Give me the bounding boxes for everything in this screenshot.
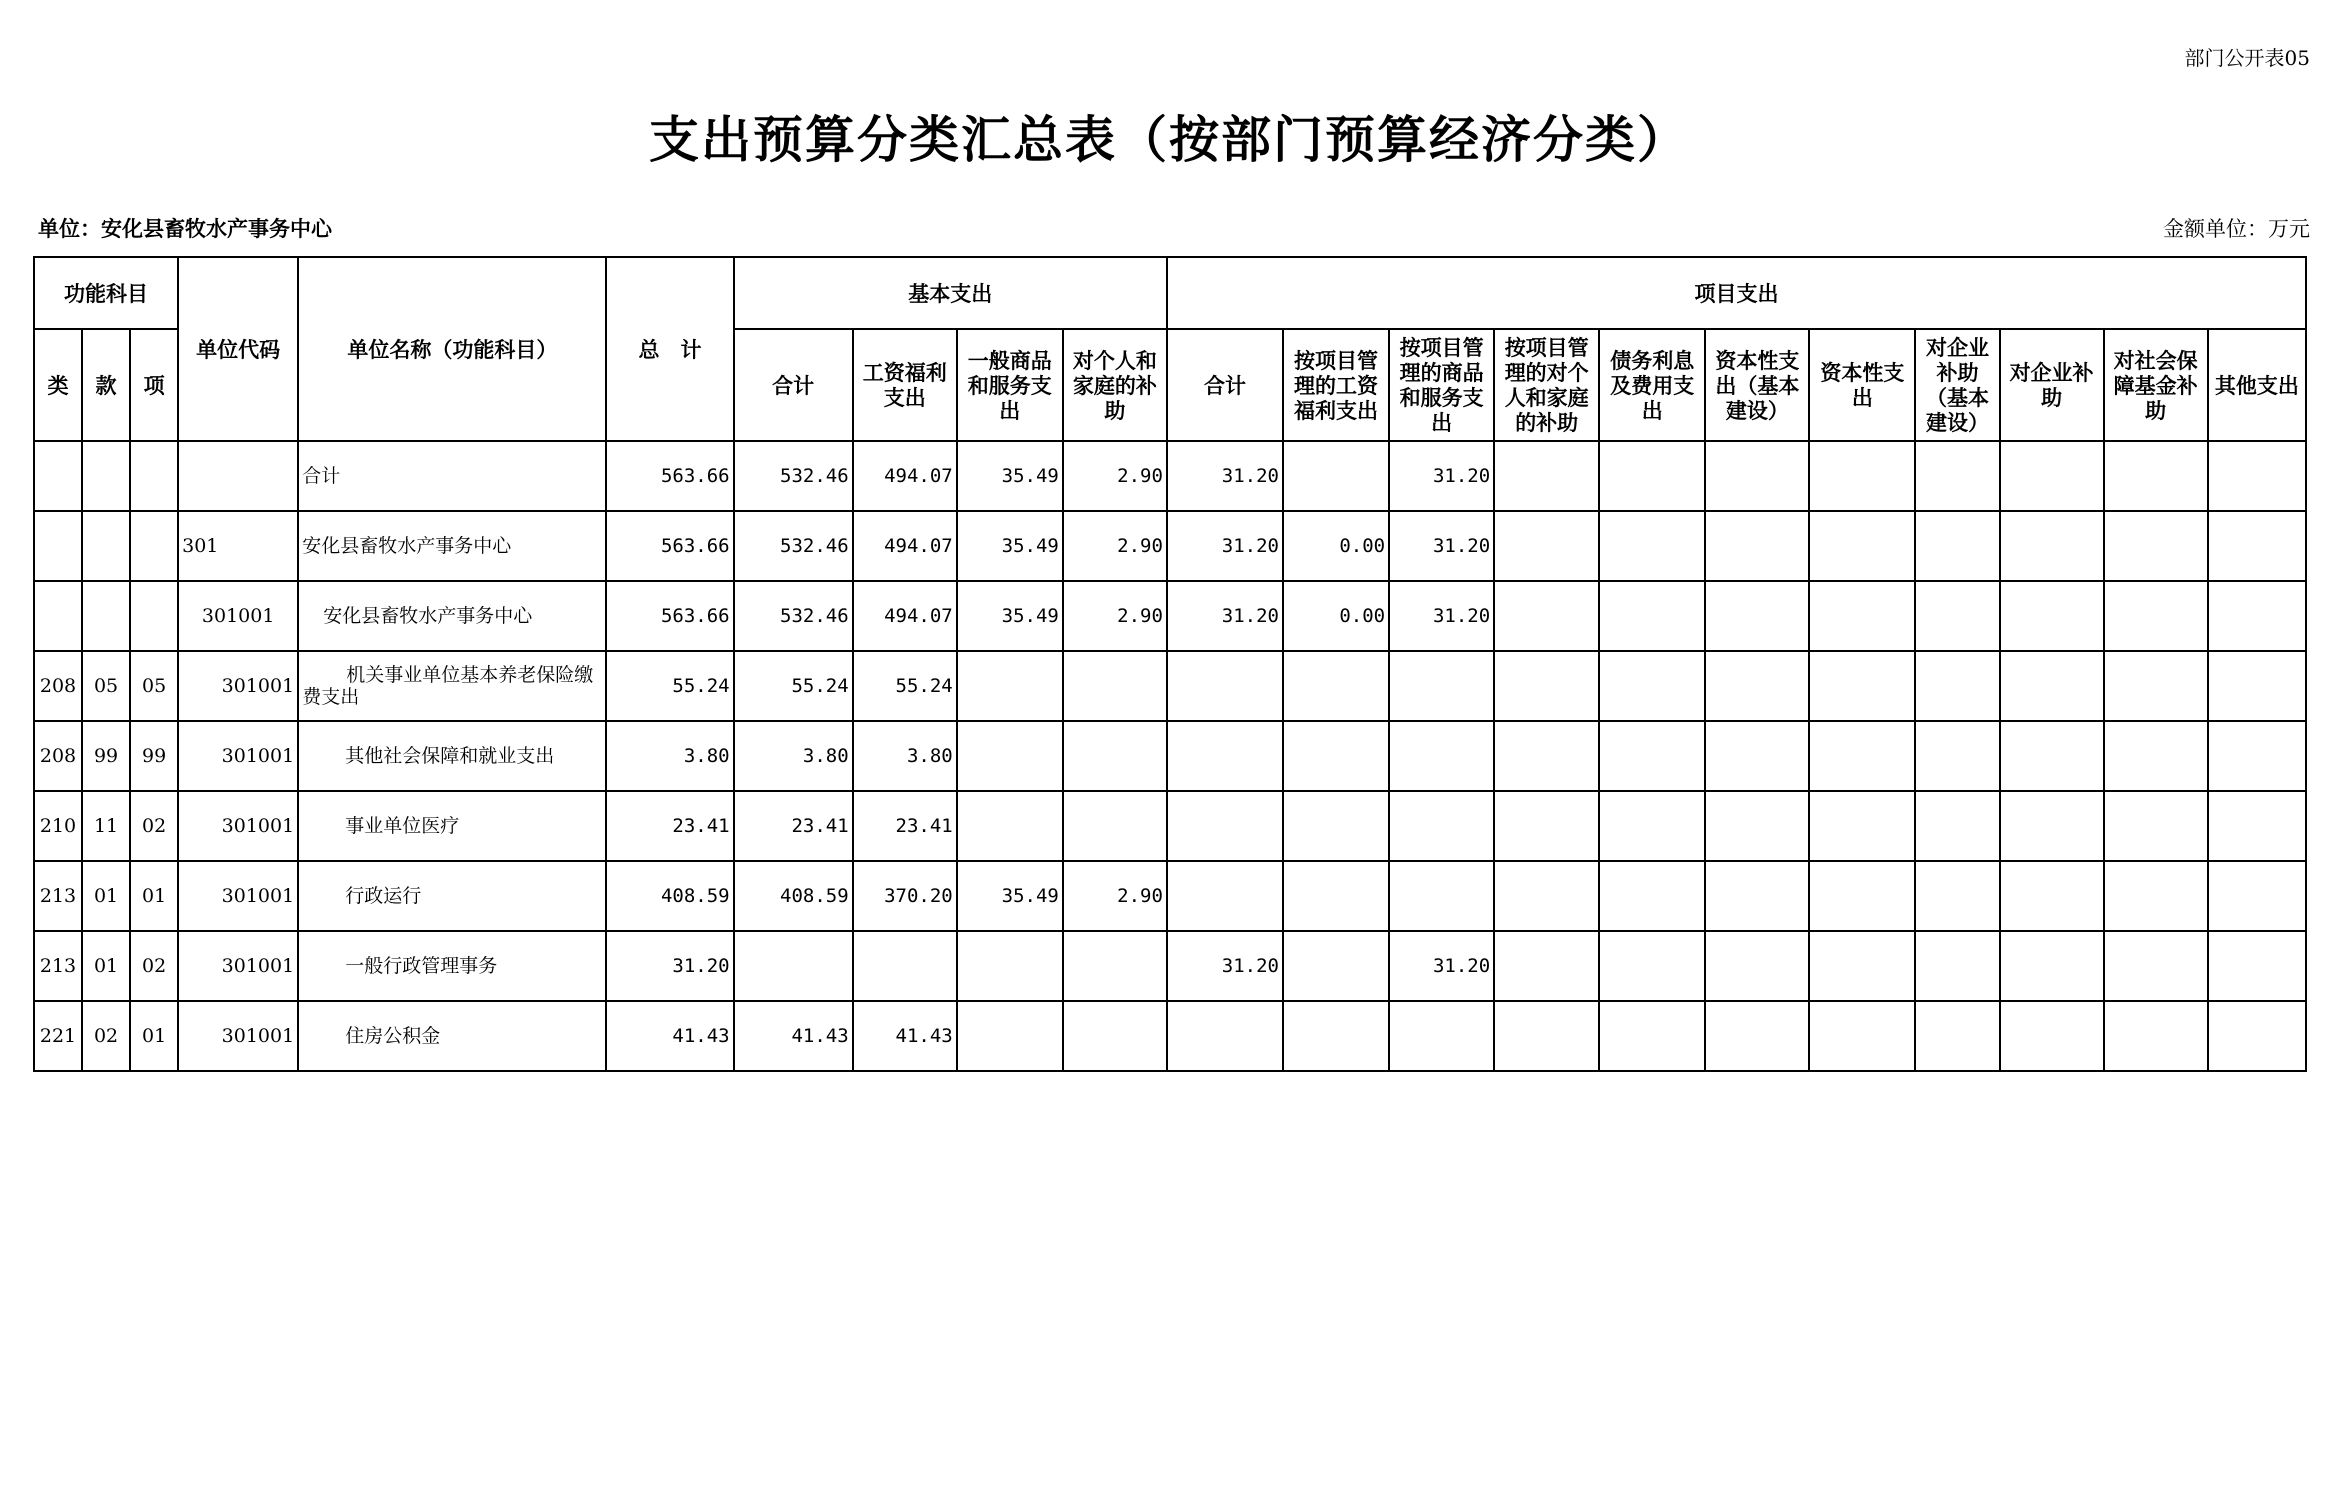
cell-empty (2208, 511, 2306, 581)
table-row (34, 511, 2306, 581)
cell-empty (1915, 651, 1999, 721)
cell-code: 301001 (178, 861, 298, 931)
cell-empty (1915, 441, 1999, 511)
cell-empty (1915, 931, 1999, 1001)
cell-project-wage (1283, 791, 1389, 861)
cell-empty (1915, 791, 1999, 861)
header-project-wage: 按项目管理的工资福利支出 (1283, 329, 1389, 441)
cell-empty (2208, 861, 2306, 931)
cell-project-goods (1389, 1001, 1494, 1071)
cell-total: 55.24 (606, 651, 733, 721)
cell-code: 301001 (178, 1001, 298, 1071)
cell-empty (1915, 721, 1999, 791)
cell-basic-goods: 35.49 (957, 441, 1063, 511)
cell-basic-wage: 370.20 (853, 861, 957, 931)
header-project-person: 按项目管理的对个人和家庭的补助 (1494, 329, 1599, 441)
cell-code: 301001 (178, 721, 298, 791)
cell-empty (1494, 581, 1599, 651)
cell-lei (34, 581, 82, 651)
cell-basic-wage: 55.24 (853, 651, 957, 721)
cell-name: 安化县畜牧水产事务中心 (298, 581, 606, 651)
cell-basic-goods (957, 721, 1063, 791)
cell-empty (2104, 511, 2208, 581)
cell-empty (2104, 721, 2208, 791)
cell-basic-goods: 35.49 (957, 581, 1063, 651)
cell-xiang (130, 581, 178, 651)
cell-empty (1809, 651, 1915, 721)
header-project-capital: 资本性支出 (1809, 329, 1915, 441)
header-basic-wage: 工资福利支出 (853, 329, 957, 441)
cell-basic-sum: 23.41 (734, 791, 853, 861)
cell-lei (34, 441, 82, 511)
cell-project-goods: 31.20 (1389, 581, 1494, 651)
cell-empty (1809, 791, 1915, 861)
cell-empty (1915, 511, 1999, 581)
cell-empty (1705, 1001, 1809, 1071)
cell-kuan: 99 (82, 721, 130, 791)
header-project-capital-construction: 资本性支出（基本建设） (1705, 329, 1809, 441)
cell-xiang: 02 (130, 931, 178, 1001)
cell-total: 3.80 (606, 721, 733, 791)
cell-project-goods (1389, 651, 1494, 721)
cell-empty (2000, 651, 2104, 721)
cell-basic-person: 2.90 (1063, 441, 1167, 511)
cell-basic-person (1063, 651, 1167, 721)
cell-lei: 213 (34, 931, 82, 1001)
cell-empty (1705, 441, 1809, 511)
header-project-sum: 合计 (1167, 329, 1283, 441)
cell-kuan (82, 581, 130, 651)
header-basic-goods: 一般商品和服务支出 (957, 329, 1063, 441)
header-project-goods: 按项目管理的商品和服务支出 (1389, 329, 1494, 441)
cell-empty (2104, 861, 2208, 931)
cell-xiang: 05 (130, 651, 178, 721)
cell-project-sum (1167, 791, 1283, 861)
cell-name: 合计 (298, 441, 606, 511)
cell-empty (2208, 721, 2306, 791)
cell-lei (34, 511, 82, 581)
cell-empty (1494, 1001, 1599, 1071)
cell-xiang: 01 (130, 861, 178, 931)
cell-empty (1599, 651, 1705, 721)
cell-basic-person (1063, 1001, 1167, 1071)
cell-project-sum (1167, 861, 1283, 931)
cell-empty (1599, 931, 1705, 1001)
cell-xiang (130, 441, 178, 511)
cell-basic-sum: 41.43 (734, 1001, 853, 1071)
cell-empty (1599, 721, 1705, 791)
cell-empty (2000, 441, 2104, 511)
cell-name: 行政运行 (298, 861, 606, 931)
cell-basic-sum: 532.46 (734, 581, 853, 651)
cell-kuan: 11 (82, 791, 130, 861)
cell-basic-person (1063, 931, 1167, 1001)
cell-empty (1599, 1001, 1705, 1071)
cell-basic-wage: 494.07 (853, 441, 957, 511)
table-row (34, 791, 2306, 861)
cell-lei: 210 (34, 791, 82, 861)
cell-project-wage (1283, 651, 1389, 721)
cell-lei: 208 (34, 651, 82, 721)
cell-basic-wage (853, 931, 957, 1001)
cell-basic-wage: 23.41 (853, 791, 957, 861)
amount-unit: 金额单位：万元 (2163, 217, 2310, 241)
cell-project-sum (1167, 721, 1283, 791)
cell-total: 563.66 (606, 511, 733, 581)
cell-basic-person: 2.90 (1063, 581, 1167, 651)
cell-basic-goods: 35.49 (957, 511, 1063, 581)
cell-kuan: 05 (82, 651, 130, 721)
cell-code: 301 (178, 511, 298, 581)
cell-empty (1809, 861, 1915, 931)
cell-project-goods: 31.20 (1389, 931, 1494, 1001)
cell-empty (1494, 441, 1599, 511)
cell-empty (1705, 931, 1809, 1001)
cell-project-sum (1167, 651, 1283, 721)
cell-empty (2208, 931, 2306, 1001)
cell-basic-wage: 494.07 (853, 581, 957, 651)
cell-empty (1599, 511, 1705, 581)
cell-empty (2000, 511, 2104, 581)
cell-total: 408.59 (606, 861, 733, 931)
form-number: 部门公开表05 (2184, 46, 2310, 70)
cell-empty (1494, 931, 1599, 1001)
cell-empty (1599, 861, 1705, 931)
cell-basic-sum: 55.24 (734, 651, 853, 721)
cell-project-sum (1167, 1001, 1283, 1071)
cell-basic-sum: 408.59 (734, 861, 853, 931)
cell-basic-sum (734, 931, 853, 1001)
cell-project-sum: 31.20 (1167, 441, 1283, 511)
header-project-other: 其他支出 (2208, 329, 2306, 441)
cell-xiang: 01 (130, 1001, 178, 1071)
cell-xiang (130, 511, 178, 581)
header-project: 项目支出 (1167, 257, 2306, 329)
cell-basic-goods (957, 791, 1063, 861)
header-unit-name: 单位名称（功能科目） (298, 257, 606, 441)
cell-total: 563.66 (606, 441, 733, 511)
header-project-social-security: 对社会保障基金补助 (2104, 329, 2208, 441)
cell-empty (2104, 931, 2208, 1001)
cell-basic-goods (957, 1001, 1063, 1071)
cell-project-sum: 31.20 (1167, 931, 1283, 1001)
cell-total: 31.20 (606, 931, 733, 1001)
cell-project-wage (1283, 441, 1389, 511)
cell-name: 安化县畜牧水产事务中心 (298, 511, 606, 581)
cell-empty (1915, 1001, 1999, 1071)
cell-empty (2000, 1001, 2104, 1071)
cell-project-goods: 31.20 (1389, 441, 1494, 511)
header-project-debt: 债务利息及费用支出 (1599, 329, 1705, 441)
cell-empty (1809, 511, 1915, 581)
cell-empty (1494, 651, 1599, 721)
budget-table (33, 256, 2307, 1072)
cell-empty (1705, 861, 1809, 931)
header-total: 总 计 (606, 257, 733, 441)
cell-empty (1809, 441, 1915, 511)
cell-kuan: 01 (82, 931, 130, 1001)
cell-name: 机关事业单位基本养老保险缴费支出 (298, 651, 606, 721)
cell-basic-person (1063, 791, 1167, 861)
cell-empty (1809, 581, 1915, 651)
cell-total: 563.66 (606, 581, 733, 651)
page-title: 支出预算分类汇总表（按部门预算经济分类） (649, 110, 1689, 169)
table-row (34, 721, 2306, 791)
table-row (34, 651, 2306, 721)
cell-empty (1599, 441, 1705, 511)
cell-kuan: 01 (82, 861, 130, 931)
cell-empty (1705, 721, 1809, 791)
header-basic-person: 对个人和家庭的补助 (1063, 329, 1167, 441)
table-row (34, 931, 2306, 1001)
cell-project-wage (1283, 931, 1389, 1001)
cell-empty (2208, 441, 2306, 511)
cell-empty (1809, 1001, 1915, 1071)
cell-basic-goods: 35.49 (957, 861, 1063, 931)
cell-empty (1494, 791, 1599, 861)
cell-empty (2208, 581, 2306, 651)
cell-empty (1915, 581, 1999, 651)
cell-project-wage (1283, 861, 1389, 931)
cell-empty (2000, 721, 2104, 791)
cell-basic-wage: 3.80 (853, 721, 957, 791)
cell-basic-person (1063, 721, 1167, 791)
cell-code: 301001 (178, 651, 298, 721)
cell-code: 301001 (178, 791, 298, 861)
unit-label: 单位：安化县畜牧水产事务中心 (38, 216, 332, 241)
cell-empty (1494, 861, 1599, 931)
cell-empty (2208, 791, 2306, 861)
cell-code: 301001 (178, 581, 298, 651)
cell-name: 一般行政管理事务 (298, 931, 606, 1001)
cell-project-goods: 31.20 (1389, 511, 1494, 581)
table-row (34, 1001, 2306, 1071)
cell-xiang: 02 (130, 791, 178, 861)
cell-lei: 208 (34, 721, 82, 791)
cell-empty (2104, 651, 2208, 721)
cell-empty (1915, 861, 1999, 931)
cell-basic-goods (957, 931, 1063, 1001)
cell-empty (2208, 651, 2306, 721)
cell-project-wage (1283, 1001, 1389, 1071)
header-lei: 类 (34, 329, 82, 441)
cell-total: 23.41 (606, 791, 733, 861)
cell-project-wage (1283, 721, 1389, 791)
cell-project-goods (1389, 721, 1494, 791)
cell-project-sum: 31.20 (1167, 581, 1283, 651)
header-kuan: 款 (82, 329, 130, 441)
cell-project-wage: 0.00 (1283, 581, 1389, 651)
cell-lei: 213 (34, 861, 82, 931)
cell-empty (2000, 581, 2104, 651)
cell-empty (1599, 791, 1705, 861)
cell-name: 事业单位医疗 (298, 791, 606, 861)
cell-empty (1494, 721, 1599, 791)
cell-empty (1809, 931, 1915, 1001)
header-basic: 基本支出 (734, 257, 1167, 329)
header-project-enterprise-construction: 对企业补助（基本建设） (1915, 329, 1999, 441)
cell-project-goods (1389, 861, 1494, 931)
header-project-enterprise: 对企业补助 (2000, 329, 2104, 441)
cell-code (178, 441, 298, 511)
header-basic-sum: 合计 (734, 329, 853, 441)
cell-basic-sum: 532.46 (734, 441, 853, 511)
cell-empty (1705, 511, 1809, 581)
table-row (34, 441, 2306, 511)
cell-name: 其他社会保障和就业支出 (298, 721, 606, 791)
cell-project-sum: 31.20 (1167, 511, 1283, 581)
cell-project-goods (1389, 791, 1494, 861)
cell-empty (1599, 581, 1705, 651)
cell-empty (1705, 791, 1809, 861)
cell-kuan: 02 (82, 1001, 130, 1071)
cell-kuan (82, 511, 130, 581)
cell-basic-wage: 494.07 (853, 511, 957, 581)
table-body (34, 441, 2306, 1071)
table-row (34, 581, 2306, 651)
header-xiang: 项 (130, 329, 178, 441)
cell-project-wage: 0.00 (1283, 511, 1389, 581)
cell-empty (2000, 861, 2104, 931)
cell-empty (2104, 1001, 2208, 1071)
header-func-subject: 功能科目 (34, 257, 178, 329)
cell-empty (2104, 441, 2208, 511)
cell-empty (1809, 721, 1915, 791)
cell-basic-sum: 3.80 (734, 721, 853, 791)
cell-name: 住房公积金 (298, 1001, 606, 1071)
cell-basic-goods (957, 651, 1063, 721)
cell-basic-sum: 532.46 (734, 511, 853, 581)
cell-empty (2104, 791, 2208, 861)
cell-empty (2000, 931, 2104, 1001)
table-row (34, 861, 2306, 931)
cell-basic-person: 2.90 (1063, 861, 1167, 931)
cell-basic-wage: 41.43 (853, 1001, 957, 1071)
cell-total: 41.43 (606, 1001, 733, 1071)
cell-basic-person: 2.90 (1063, 511, 1167, 581)
cell-empty (1705, 651, 1809, 721)
cell-kuan (82, 441, 130, 511)
cell-code: 301001 (178, 931, 298, 1001)
cell-empty (2208, 1001, 2306, 1071)
cell-lei: 221 (34, 1001, 82, 1071)
cell-empty (2000, 791, 2104, 861)
header-unit-code: 单位代码 (178, 257, 298, 441)
table-header (34, 257, 2306, 441)
cell-xiang: 99 (130, 721, 178, 791)
cell-empty (2104, 581, 2208, 651)
cell-empty (1705, 581, 1809, 651)
cell-empty (1494, 511, 1599, 581)
